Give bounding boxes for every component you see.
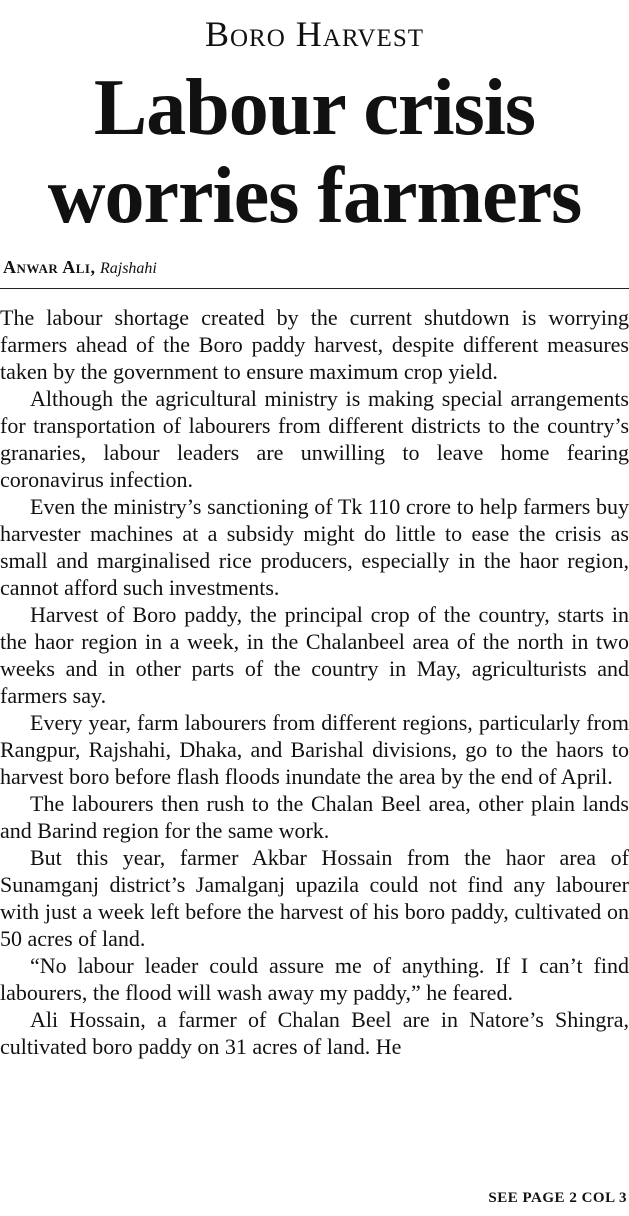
body-paragraph: Harvest of Boro paddy, the principal crop of the country, starts in the haor region in a week, in the Chalanbeel area of the north in two weeks and in other parts of the country in May, agriculturists and farmers say. [0,602,629,708]
headline-line-1: Labour crisis [93,64,536,152]
headline [0,64,629,240]
kicker: Boro Harvest [204,14,425,54]
body-paragraph: The labour shortage created by the current shutdown is worrying farmers ahead of the Boro paddy harvest, despite different measures taken by the government to ensure maximum crop yield. [0,305,629,384]
headline-line-2: worries farmers [47,152,582,240]
body-paragraph: Although the agricultural ministry is making special arrangements for transportation of labourers from different districts to the country’s granaries, labour leaders are unwilling to leave home fearing coronavirus infection. [0,386,629,492]
byline [3,255,157,281]
byline-rule [0,288,629,289]
body-paragraph: “No labour leader could assure me of anything. If I can’t find labourers, the flood will wash away my paddy,” he feared. [0,953,629,1005]
byline-location: Rajshahi [99,260,157,277]
body-paragraph: Even the ministry’s sanctioning of Tk 110 crore to help farmers buy harvester machines at a subsidy might do little to ease the crisis as small and marginalised rice producers, especially in the haor region, cannot afford such investments. [0,494,629,600]
body-paragraph: Ali Hossain, a farmer of Chalan Beel are in Natore’s Shingra, cultivated boro paddy on 31 acres of land. He [0,1007,629,1059]
article-body [0,304,629,1060]
body-paragraph: The labourers then rush to the Chalan Beel area, other plain lands and Barind region for the same work. [0,791,629,843]
body-paragraph: But this year, farmer Akbar Hossain from the haor area of Sunamganj district’s Jamalganj upazila could not find any labourer with just a week left before the harvest of his boro paddy, cultivated on 50 acres of land. [0,845,629,951]
continued-on-page-note: SEE PAGE 2 COL 3 [488,1190,627,1206]
body-paragraph: Every year, farm labourers from different regions, particularly from Rangpur, Rajshahi, Dhaka, and Barishal divisions, go to the haors to harvest boro before flash floods inundate the area by the end of April. [0,710,629,789]
byline-author: Anwar Ali, [3,257,96,277]
